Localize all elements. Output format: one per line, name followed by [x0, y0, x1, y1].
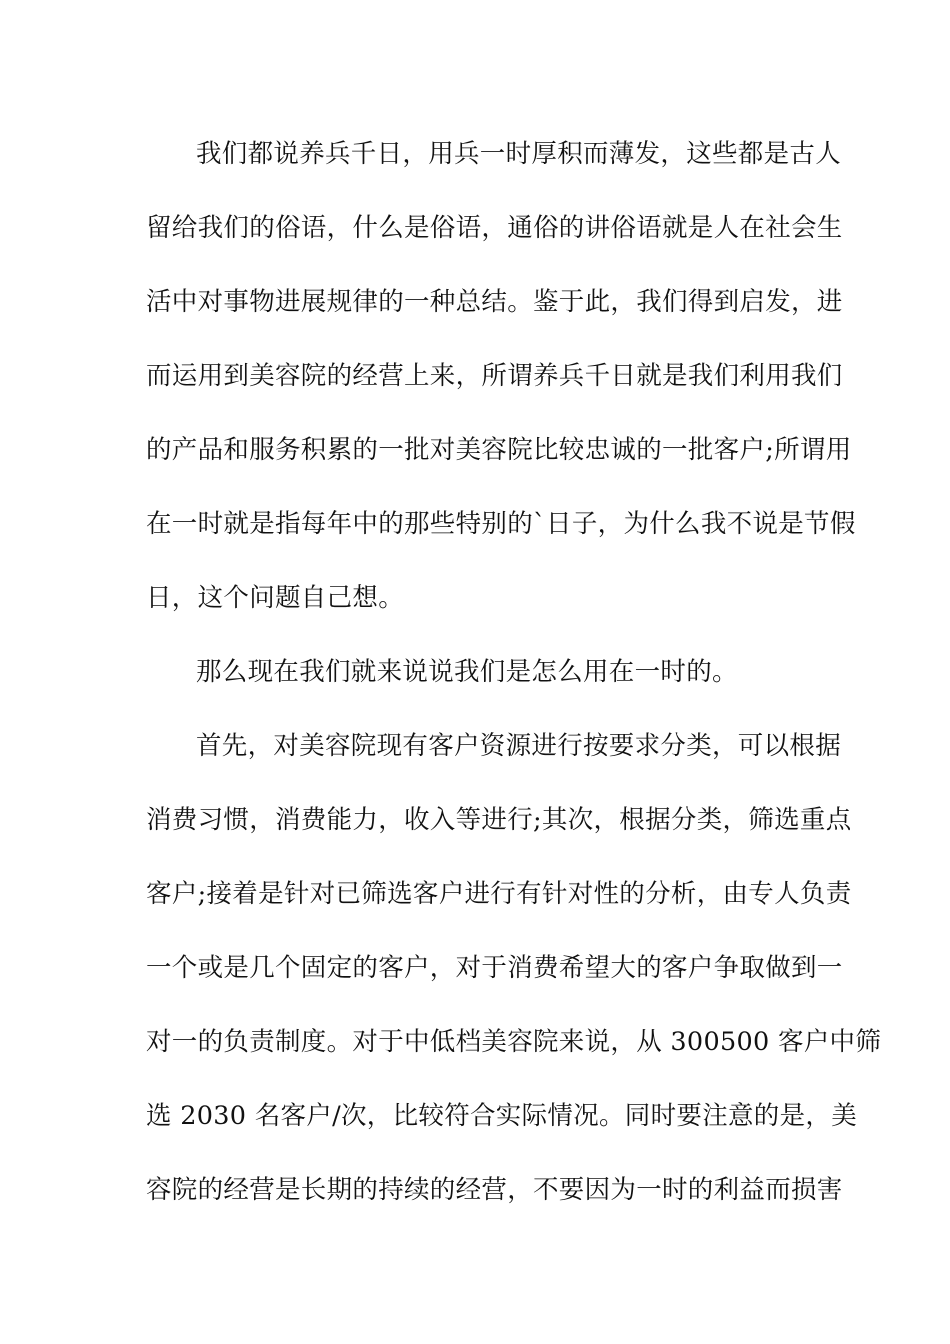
text-line: 选 2030 名客户/次，比较符合实际情况。同时要注意的是，美	[146, 1101, 857, 1131]
text-line: 一个或是几个固定的客户，对于消费希望大的客户争取做到一	[146, 953, 843, 983]
text-line: 容院的经营是长期的持续的经营，不要因为一时的利益而损害	[146, 1175, 843, 1205]
text-line: 首先，对美容院现有客户资源进行按要求分类，可以根据	[196, 731, 842, 761]
document-body	[146, 127, 882, 1237]
text-line: 在一时就是指每年中的那些特别的`日子，为什么我不说是节假	[146, 509, 856, 539]
text-line: 我们都说养兵千日，用兵一时厚积而薄发，这些都是古人	[196, 139, 842, 169]
paragraph	[146, 645, 808, 719]
text-line: 而运用到美容院的经营上来，所谓养兵千日就是我们利用我们	[146, 361, 843, 391]
text-line: 那么现在我们就来说说我们是怎么用在一时的。	[196, 657, 738, 687]
text-line: 的产品和服务积累的一批对美容院比较忠诚的一批客户;所谓用	[146, 435, 852, 465]
text-line: 留给我们的俗语，什么是俗语，通俗的讲俗语就是人在社会生	[146, 213, 843, 243]
text-line: 消费习惯，消费能力，收入等进行;其次，根据分类，筛选重点	[146, 805, 852, 835]
text-line: 对一的负责制度。对于中低档美容院来说，从 300500 客户中筛	[146, 1027, 882, 1057]
paragraph	[146, 719, 882, 1237]
text-line: 日，这个问题自己想。	[146, 583, 405, 613]
paragraph	[146, 127, 856, 645]
text-line: 活中对事物进展规律的一种总结。鉴于此，我们得到启发，进	[146, 287, 843, 317]
text-line: 客户;接着是针对已筛选客户进行有针对性的分析，由专人负责	[146, 879, 852, 909]
